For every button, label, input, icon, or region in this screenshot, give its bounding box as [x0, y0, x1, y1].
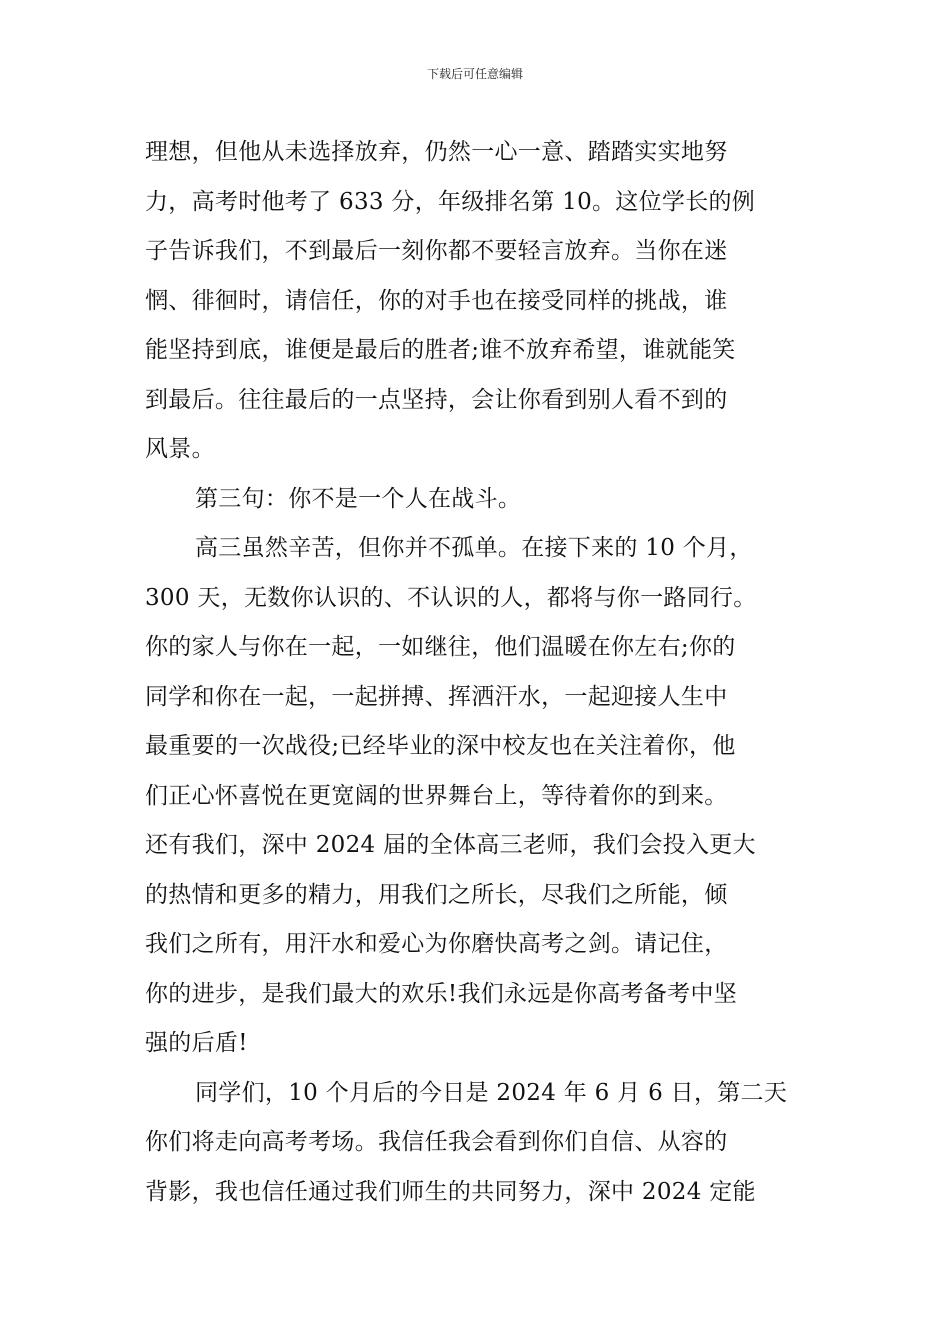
- text-line: 的热情和更多的精力，用我们之所长，尽我们之所能，倾: [145, 881, 728, 908]
- text-line: 能坚持到底，谁便是最后的胜者;谁不放弃希望，谁就能笑: [145, 337, 736, 363]
- text-line: 惘、徘徊时，请信任，你的对手也在接受同样的挑战，谁: [145, 287, 728, 314]
- text-line: 我们之所有，用汗水和爱心为你磨快高考之剑。请记住，: [145, 931, 728, 957]
- text-line: 力，高考时他考了 633 分，年级排名第 10。这位学长的例: [145, 188, 756, 215]
- text-line: 背影，我也信任通过我们师生的共同努力，深中 2024 定能: [145, 1178, 756, 1205]
- text-line: 到最后。往往最后的一点坚持，会让你看到别人看不到的: [145, 386, 728, 413]
- text-line: 还有我们，深中 2024 届的全体高三老师，我们会投入更大: [145, 832, 756, 858]
- text-line: 你的进步，是我们最大的欢乐!我们永远是你高考备考中坚: [145, 980, 738, 1007]
- document-body: [145, 128, 810, 1217]
- text-line: 强的后盾!: [145, 1030, 248, 1056]
- text-line: 同学和你在一起，一起拼搏、挥洒汗水，一起迎接人生中: [145, 683, 728, 710]
- text-line: 300 天，无数你认识的、不认识的人，都将与你一路同行。: [145, 584, 757, 611]
- text-line: 风景。: [145, 436, 215, 462]
- page-header: 下载后可任意编辑: [426, 67, 523, 81]
- text-line: 同学们，10 个月后的今日是 2024 年 6 月 6 日，第二天: [195, 1079, 788, 1106]
- section-heading: 第三句：你不是一个人在战斗。: [195, 485, 522, 512]
- text-line: 子告诉我们，不到最后一刻你都不要轻言放弃。当你在迷: [145, 238, 728, 264]
- text-line: 高三虽然辛苦，但你并不孤单。在接下来的 10 个月，: [195, 535, 753, 561]
- text-line: 你的家人与你在一起，一如继往，他们温暖在你左右;你的: [145, 634, 736, 660]
- text-line: 理想，但他从未选择放弃，仍然一心一意、踏踏实实地努: [145, 139, 728, 165]
- text-line: 你们将走向高考考场。我信任我会看到你们自信、从容的: [145, 1129, 728, 1155]
- text-line: 们正心怀喜悦在更宽阔的世界舞台上，等待着你的到来。: [145, 782, 728, 809]
- text-line: 最重要的一次战役;已经毕业的深中校友也在关注着你，他: [145, 733, 736, 759]
